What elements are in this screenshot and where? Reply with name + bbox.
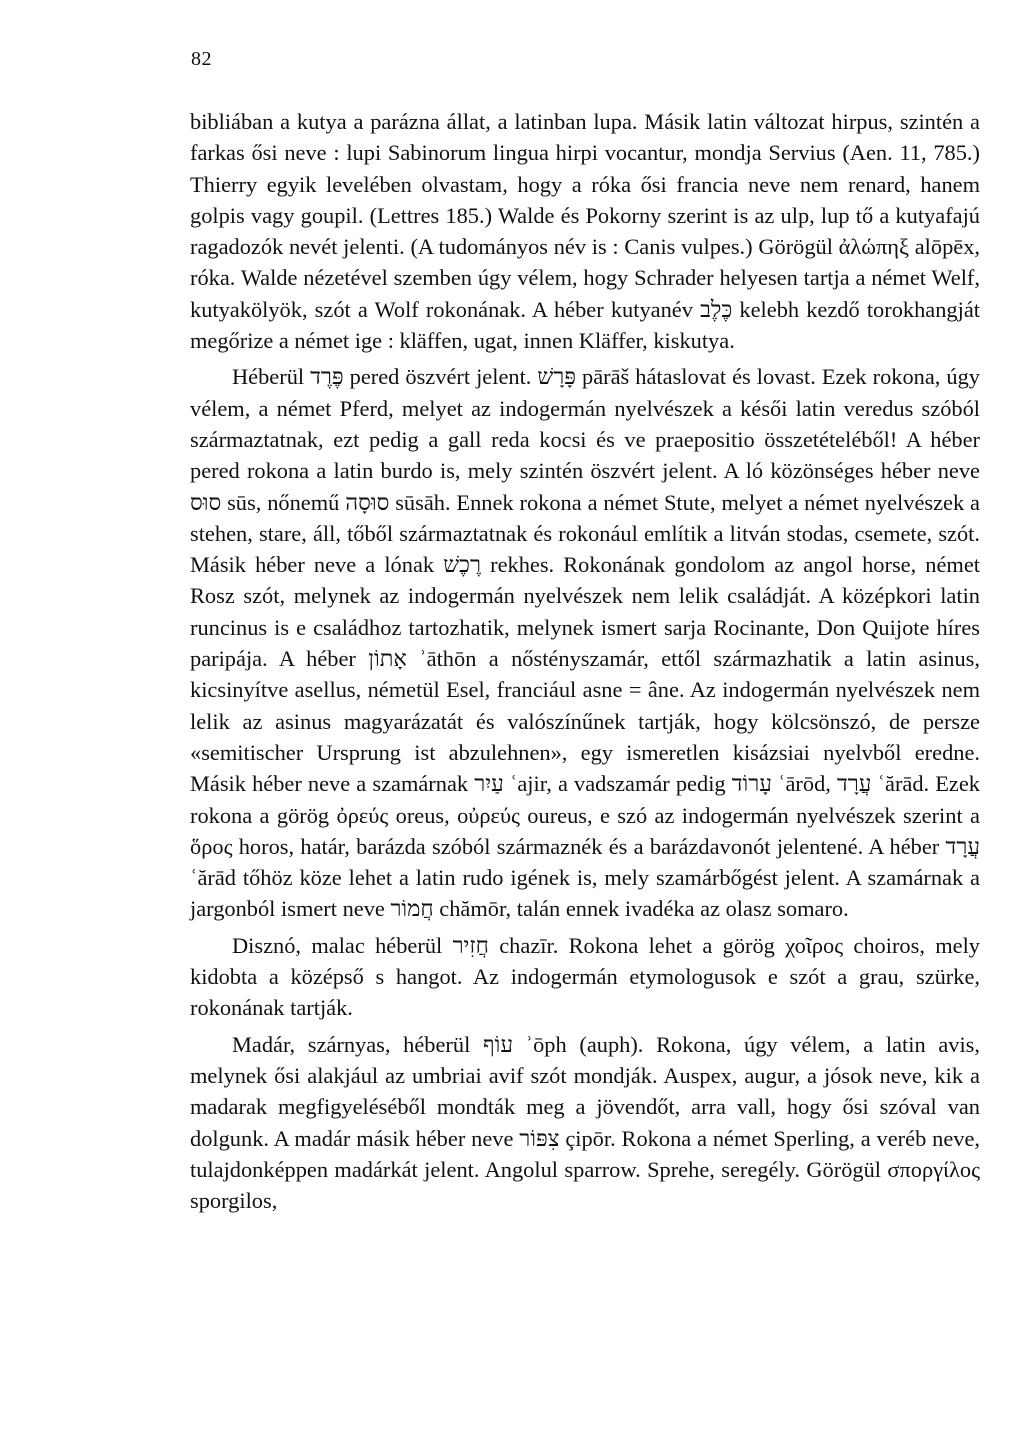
paragraph: bibliában a kutya a parázna állat, a latinban lupa. Másik latin változat hirpus, szintén a farkas ősi neve : lupi Sabinorum lingua hirpi vocantur, mondja Servius (Aen. 11, 785.) Thierry egyik levelében olvastam, hogy a róka ősi francia neve nem renard, hanem golpis vagy goupil. (Lettres 185.) Walde és Pokorny szerint is az ulp, lup tő a kutyafajú ragadozók nevét jelenti. (A tudományos név is : Canis vulpes.) Görögül ἀλώπηξ alōpēx, róka. Walde nézetével szemben úgy vélem, hogy Schrader helyesen tartja a német Welf, kutyakölyök, szót a Wolf rokonának. A héber kutyanév כֶּלֶב kelebh kezdő torokhangját megőrize a német ige : kläffen, ugat, innen Kläffer, kiskutya. bbox=[190, 109, 981, 354]
page-number: 82 bbox=[191, 48, 212, 70]
paragraph: Disznó, malac héberül חֲזִיר chazīr. Rokona lehet a görög χοῖρος choiros, mely kidobta a középső s hangot. Az indogermán etymologusok e szót a grau, szürke, rokonának tartják. bbox=[190, 932, 980, 1021]
paragraph: Madár, szárnyas, héberül עוֹף ʾōph (auph). Rokona, úgy vélem, a latin avis, melynek ősi alakjául az umbriai avif szót mondják. Auspex, augur, a jósok neve, kik a madarak megfigyeléséből mondták meg a jövendőt, arra vall, hogy ősi szóval van dolgunk. A madár másik héber neve צִפּוֹר çipōr. Rokona a német Sperling, a veréb neve, tulajdonképpen madárkát jelent. Angolul sparrow. Sprehe, seregély. Görögül σποργίλος sporgilos, bbox=[190, 1031, 980, 1214]
paragraph: Héberül פֶּרֶד pered öszvért jelent. פָּרָשׁ pārāš hátaslovat és lovast. Ezek rokona, úgy vélem, a német Pferd, melyet az indogermán nyelvészek a késői latin veredus szóból származtatnak, ezt pedig a gall reda kocsi és ve praepositio összetételéből! A héber pered rokona a latin burdo is, mely szintén öszvért jelent. A ló közönséges héber neve סוּס sūs, nőnemű סוּסָה sūsāh. Ennek rokona a német Stute, melyet a német nyelvészek a stehen, stare, áll, tőből származtatnak és rokonául említik a litván stodas, csemete, szót. Másik héber neve a lónak רֶכֶשׁ rekhes. Rokonának gondolom az angol horse, német Rosz szót, melynek az indogermán nyelvészek nem lelik családját. A középkori latin runcinus is e családhoz tartozhatik, melynek ismert sarja Rocinante, Don Quijote híres paripája. A héber אָתוֹן ʾāthōn a nőstényszamár, ettől származhatik a latin asinus, kicsinyítve asellus, németül Esel, franciául asne = âne. Az indogermán nyelvészek nem lelik az asinus magyarázatát és valószínűnek tartják, hogy kölcsönszó, de persze «semitischer Ursprung ist abzulehnen», egy ismeretlen kisázsiai nyelvből eredne. Másik héber neve a szamárnak עַיִר ʿajir, a vadszamár pedig עָרוֹד ʿārōd, עֲרָד ʿărād. Ezek rokona a görög ὀρεύς oreus, οὐρεύς oureus, e szó az indogermán nyelvészek szerint a ὅρος horos, határ, barázda szóból származnék és a barázdavonót jelentené. A héber עֲרָד ʿărād tőhöz köze lehet a latin rudo igének is, mely szamárbőgést jelent. A szamárnak a jargonból ismert neve חֲמוֹר chămōr, talán ennek ivadéka az olasz somaro. bbox=[190, 364, 981, 922]
body-text bbox=[190, 106, 980, 1216]
